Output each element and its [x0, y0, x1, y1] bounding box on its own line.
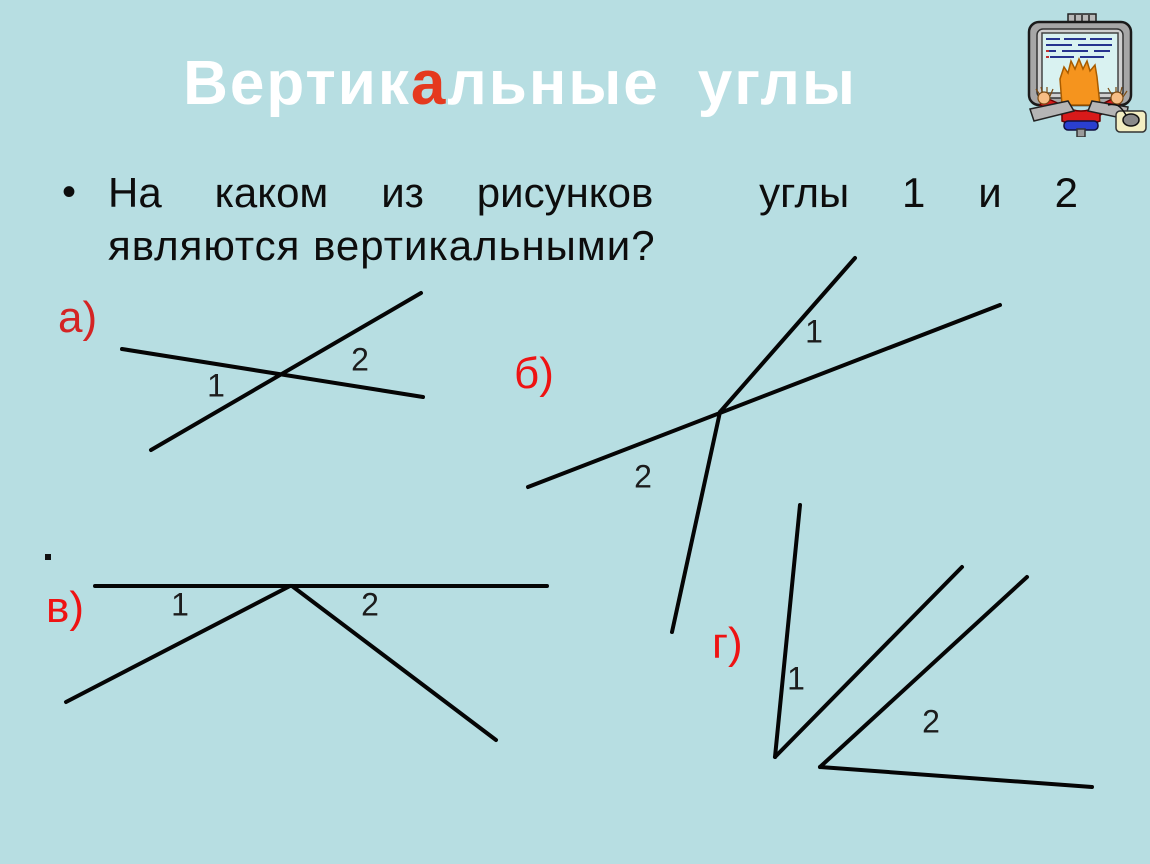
question-line-1: На каком из рисунков углы 1 и 2	[108, 169, 1078, 216]
figure-v-angle-2-label: 2	[361, 586, 379, 623]
figure-g-angle-2-label: 2	[922, 703, 940, 740]
figure-v-segment-3	[292, 586, 496, 740]
figure-b-angle-2-label: 2	[634, 458, 652, 495]
figure-a-lines	[122, 293, 423, 450]
title-part1: Вертик	[183, 49, 411, 118]
figure-b-segment-3	[672, 412, 720, 632]
title-part2: льные	[447, 49, 660, 118]
figure-g-segment-1	[775, 505, 800, 757]
figure-b-label: б)	[514, 349, 554, 398]
figure-a-label: а)	[58, 293, 98, 342]
figure-v-angle-1-label: 1	[171, 586, 189, 623]
title-accent-letter: а	[410, 49, 448, 118]
chair-pole	[1077, 129, 1085, 137]
figure-a-angle-2-label: 2	[351, 341, 369, 378]
figure-v-lines	[66, 586, 547, 740]
figure-v-label: в)	[46, 583, 85, 632]
figure-b-lines	[528, 258, 1000, 632]
figure-b-angle-1-label: 1	[805, 313, 823, 350]
title-part3: углы	[697, 49, 857, 118]
figure-a-angle-1-label: 1	[207, 367, 225, 404]
figure-a-segment-1	[122, 349, 423, 397]
bullet-icon: •	[62, 170, 77, 214]
figure-g-angle-1-label: 1	[787, 660, 805, 697]
question-line-2: являются вертикальными?	[108, 222, 656, 269]
figure-b-segment-1	[528, 305, 1000, 487]
figure-g-lines	[775, 505, 1092, 787]
figure-g-segment-4	[820, 767, 1092, 787]
figure-a-segment-2	[151, 293, 421, 450]
kid-at-computer-clipart	[1016, 13, 1148, 137]
figure-g-label: г)	[712, 619, 743, 668]
mouse-icon	[1123, 114, 1139, 126]
